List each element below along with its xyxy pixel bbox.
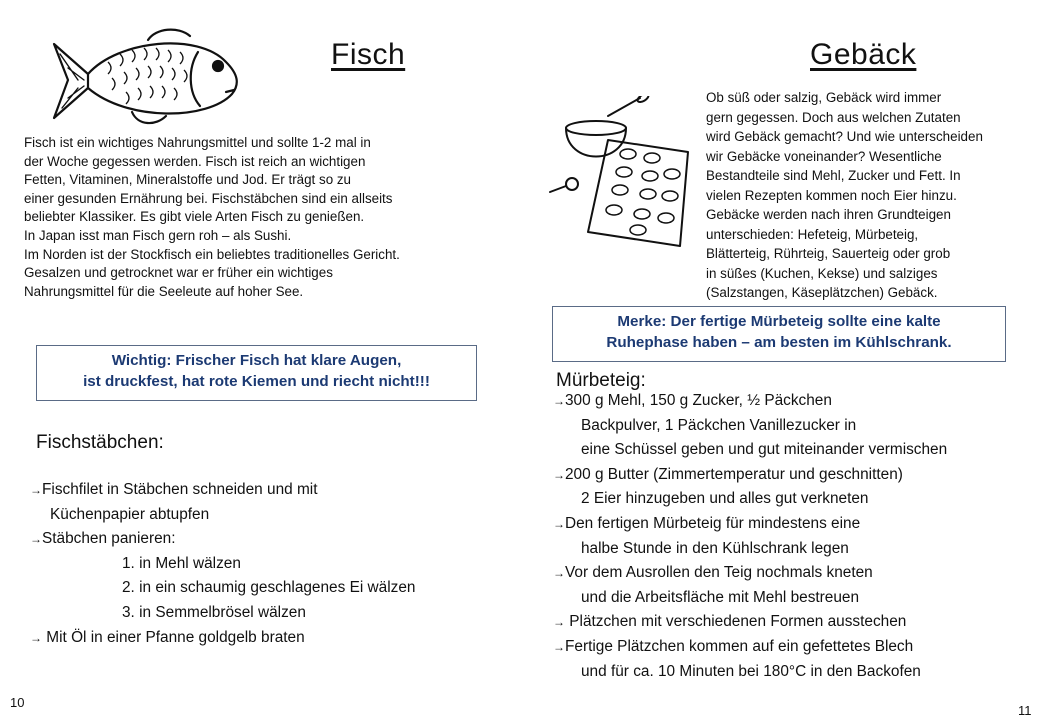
intro-line: Fisch ist ein wichtiges Nahrungsmittel und sollte 1-2 mal in bbox=[24, 135, 371, 150]
step-line: eine Schüssel geben und gut miteinander vermischen bbox=[581, 441, 948, 459]
intro-line: Ob süß oder salzig, Gebäck wird immer bbox=[706, 90, 942, 105]
intro-line: wird Gebäck gemacht? Und wie unterscheiden bbox=[706, 129, 983, 144]
step-line: → Plätzchen mit verschiedenen Formen ausstechen bbox=[553, 610, 1033, 635]
step-line: 1. in Mehl wälzen bbox=[122, 554, 241, 572]
page-number-right: 11 bbox=[1018, 703, 1032, 718]
intro-line: In Japan isst man Fisch gern roh – als Sushi. bbox=[24, 227, 292, 243]
baking-icon bbox=[548, 96, 698, 256]
intro-line: (Salzstangen, Käseplätzchen) Gebäck. bbox=[706, 285, 938, 300]
step-line: →Vor dem Ausrollen den Teig nochmals kneten bbox=[553, 561, 1033, 586]
intro-line: wir Gebäcke voneinander? Wesentliche bbox=[706, 148, 942, 164]
note-box bbox=[552, 306, 1006, 362]
arrow-icon: → bbox=[553, 516, 565, 531]
recipe-title-fischstaebchen: Fischstäbchen: bbox=[36, 432, 164, 453]
arrow-icon: → bbox=[30, 483, 42, 497]
intro-line: Bestandteile sind Mehl, Zucker und Fett. In bbox=[706, 168, 961, 183]
step-line: →Fischfilet in Stäbchen schneiden und mit bbox=[30, 478, 510, 503]
step-line: 2. in ein schaumig geschlagenes Ei wälzen bbox=[122, 579, 416, 597]
arrow-icon: → bbox=[30, 532, 42, 547]
recipe-title-muerbeteig: Mürbeteig: bbox=[556, 370, 646, 391]
step-line: →300 g Mehl, 150 g Zucker, ½ Päckchen bbox=[553, 389, 1033, 414]
intro-line: gern gegessen. Doch aus welchen Zutaten bbox=[706, 109, 961, 125]
arrow-icon: → bbox=[553, 394, 565, 408]
fish-icon bbox=[48, 22, 248, 132]
intro-text-gebaeck bbox=[706, 88, 1006, 303]
note-line: Ruhephase haben – am besten im Kühlschrank. bbox=[606, 334, 952, 351]
intro-line: der Woche gegessen werden. Fisch ist reich an wichtigen bbox=[24, 153, 366, 169]
step-line: →Stäbchen panieren: bbox=[30, 527, 510, 552]
step-line: Backpulver, 1 Päckchen Vanillezucker in bbox=[581, 416, 857, 434]
step-line: 3. in Semmelbrösel wälzen bbox=[122, 603, 306, 621]
note-line: Merke: Der fertige Mürbeteig sollte eine kalte bbox=[617, 313, 941, 330]
intro-line: Fetten, Vitaminen, Mineralstoffe und Jod. Er trägt so zu bbox=[24, 172, 352, 188]
important-box bbox=[36, 345, 477, 401]
arrow-icon: → bbox=[553, 615, 565, 630]
arrow-icon: → bbox=[553, 566, 565, 581]
page-title-gebaeck: Gebäck bbox=[810, 38, 917, 71]
intro-text-fisch bbox=[24, 134, 494, 301]
intro-line: Im Norden ist der Stockfisch ein beliebtes traditionelles Gericht. bbox=[24, 246, 400, 262]
step-line: 2 Eier hinzugeben und alles gut verkneten bbox=[581, 490, 869, 508]
page-title-fisch: Fisch bbox=[331, 38, 406, 71]
intro-line: unterschieden: Hefeteig, Mürbeteig, bbox=[706, 226, 919, 242]
step-line: und für ca. 10 Minuten bei 180°C in den Backofen bbox=[581, 662, 921, 680]
important-line: ist druckfest, hat rote Kiemen und riecht nicht!!! bbox=[83, 373, 430, 390]
steps-muerbeteig bbox=[553, 389, 1033, 684]
intro-line: Nahrungsmittel für die Seeleute auf hoher See. bbox=[24, 283, 304, 299]
arrow-icon: → bbox=[30, 630, 42, 645]
intro-line: beliebter Klassiker. Es gibt viele Arten Fisch zu genießen. bbox=[24, 209, 365, 225]
step-line: →200 g Butter (Zimmertemperatur und geschnitten) bbox=[553, 463, 1033, 488]
step-line: →Den fertigen Mürbeteig für mindestens eine bbox=[553, 512, 1033, 537]
step-line: und die Arbeitsfläche mit Mehl bestreuen bbox=[581, 588, 860, 606]
intro-line: Blätterteig, Rührteig, Sauerteig oder grob bbox=[706, 246, 951, 261]
step-line: halbe Stunde in den Kühlschrank legen bbox=[581, 539, 849, 557]
step-line: →Fertige Plätzchen kommen auf ein gefettetes Blech bbox=[553, 635, 1033, 660]
intro-line: vielen Rezepten kommen noch Eier hinzu. bbox=[706, 187, 957, 203]
step-line: → Mit Öl in einer Pfanne goldgelb braten bbox=[30, 626, 510, 651]
intro-line: einer gesunden Ernährung bei. Fischstäbchen sind ein allseits bbox=[24, 190, 393, 206]
intro-line: Gebäcke werden nach ihren Grundteigen bbox=[706, 207, 951, 222]
arrow-icon: → bbox=[553, 467, 565, 482]
important-line: Wichtig: Frischer Fisch hat klare Augen, bbox=[111, 352, 402, 369]
intro-line: Gesalzen und getrocknet war er früher ein wichtiges bbox=[24, 265, 333, 281]
step-line: Küchenpapier abtupfen bbox=[50, 505, 210, 523]
arrow-icon: → bbox=[553, 639, 565, 654]
steps-fischstaebchen bbox=[30, 478, 510, 650]
intro-line: in süßes (Kuchen, Kekse) und salziges bbox=[706, 265, 938, 281]
page-number-left: 10 bbox=[10, 695, 25, 710]
